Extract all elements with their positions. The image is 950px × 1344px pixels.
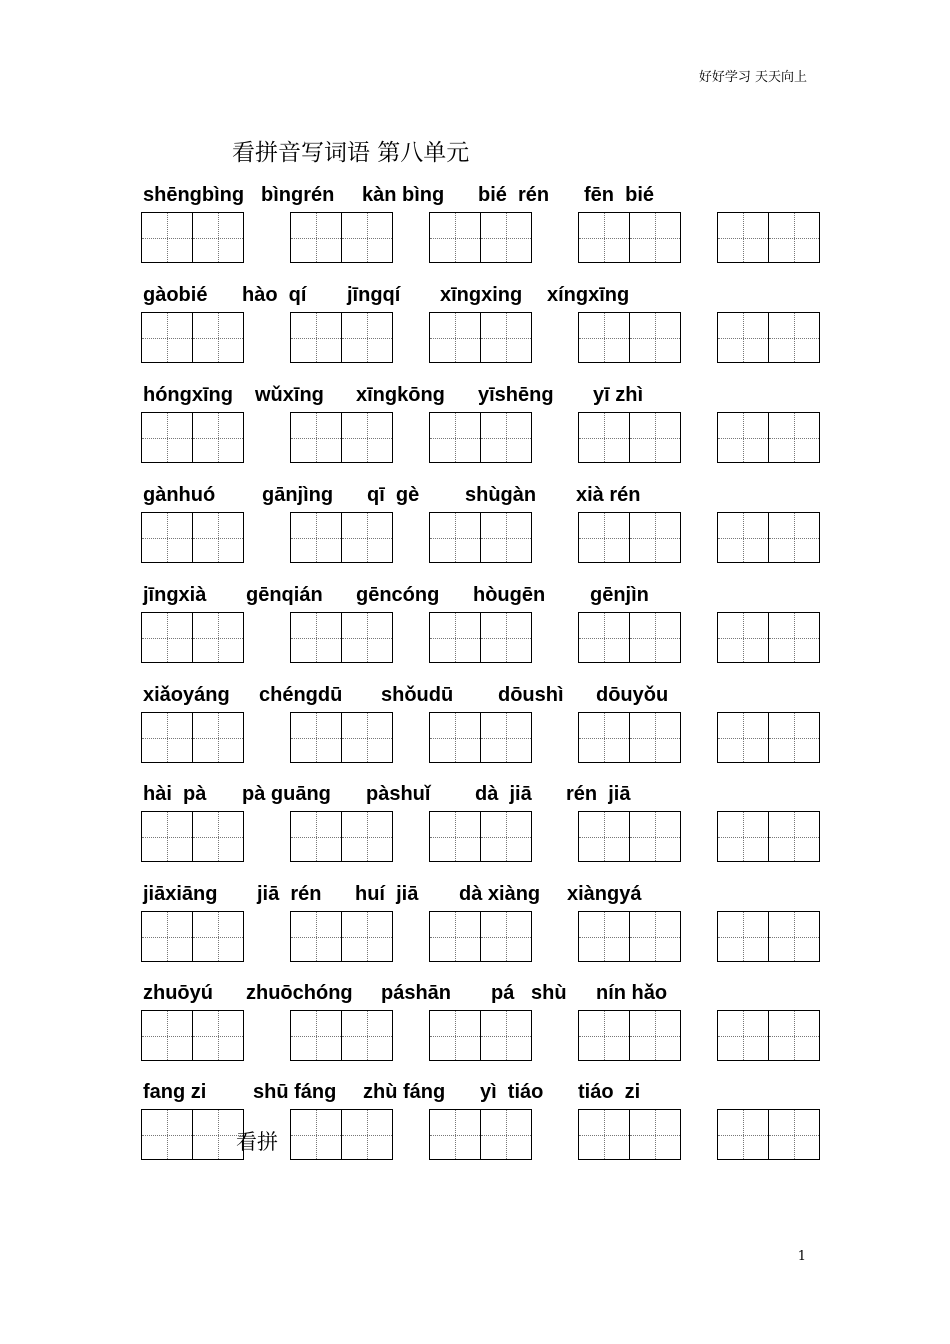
writing-cell[interactable] — [192, 613, 243, 662]
writing-cell[interactable] — [629, 513, 680, 562]
writing-cell[interactable] — [579, 313, 629, 362]
pinyin-word: wǔxīng — [255, 384, 324, 406]
writing-box-pair — [429, 712, 532, 763]
writing-cell[interactable] — [291, 213, 341, 262]
writing-cell[interactable] — [291, 413, 341, 462]
pinyin-word: hòugēn — [473, 584, 546, 606]
writing-cell[interactable] — [430, 1011, 480, 1060]
pinyin-word: hài pà — [143, 783, 207, 805]
writing-box-pair — [290, 712, 393, 763]
pinyin-word: qī gè — [367, 484, 420, 506]
writing-cell[interactable] — [430, 912, 480, 961]
writing-box-pair — [141, 911, 244, 962]
pinyin-word: yīshēng — [478, 384, 554, 406]
writing-cell[interactable] — [718, 413, 768, 462]
writing-cell[interactable] — [192, 1011, 243, 1060]
writing-box-pair — [141, 612, 244, 663]
writing-cell[interactable] — [142, 513, 192, 562]
writing-box-pair — [717, 811, 820, 862]
writing-cell[interactable] — [142, 912, 192, 961]
pinyin-word: xīngxing — [440, 284, 523, 306]
writing-box-pair — [290, 512, 393, 563]
pinyin-word: kàn bìng — [362, 184, 445, 206]
pinyin-word: gàobié — [143, 284, 208, 306]
pinyin-word: dà xiàng — [459, 883, 541, 905]
writing-cell[interactable] — [480, 213, 531, 262]
writing-cell[interactable] — [192, 912, 243, 961]
pinyin-word: shēngbìng — [143, 184, 245, 206]
pinyin-word: jiāxiāng — [143, 883, 218, 905]
writing-cell[interactable] — [291, 812, 341, 861]
writing-cell[interactable] — [480, 713, 531, 762]
pinyin-word: xíngxīng — [547, 284, 630, 306]
pinyin-word: shū fáng — [253, 1081, 337, 1103]
writing-box-pair — [141, 512, 244, 563]
writing-cell[interactable] — [579, 513, 629, 562]
writing-cell[interactable] — [579, 812, 629, 861]
stray-text: 看拼 — [236, 1130, 278, 1154]
writing-cell[interactable] — [718, 1110, 768, 1159]
writing-cell[interactable] — [142, 812, 192, 861]
writing-cell[interactable] — [768, 513, 819, 562]
writing-cell[interactable] — [768, 713, 819, 762]
writing-cell[interactable] — [291, 613, 341, 662]
writing-cell[interactable] — [430, 313, 480, 362]
writing-cell[interactable] — [629, 213, 680, 262]
pinyin-word: dōuyǒu — [596, 684, 669, 706]
pinyin-word: shǒudū — [381, 684, 454, 706]
writing-box-pair — [290, 1010, 393, 1061]
writing-cell[interactable] — [480, 1110, 531, 1159]
writing-box-pair — [429, 212, 532, 263]
writing-cell[interactable] — [718, 1011, 768, 1060]
writing-cell[interactable] — [341, 213, 392, 262]
writing-box-pair — [578, 412, 681, 463]
writing-cell[interactable] — [768, 1011, 819, 1060]
writing-box-pair — [578, 612, 681, 663]
pinyin-word: shùgàn — [465, 484, 537, 506]
writing-cell[interactable] — [341, 413, 392, 462]
writing-box-pair — [141, 811, 244, 862]
writing-box-pair — [578, 212, 681, 263]
writing-cell[interactable] — [430, 513, 480, 562]
pinyin-word: pá shù — [491, 982, 567, 1004]
writing-cell[interactable] — [629, 1011, 680, 1060]
writing-box-pair — [717, 1010, 820, 1061]
writing-box-pair — [429, 1109, 532, 1160]
pinyin-word: pàshuǐ — [366, 783, 431, 805]
writing-cell[interactable] — [629, 1110, 680, 1159]
writing-box-pair — [429, 512, 532, 563]
writing-cell[interactable] — [629, 713, 680, 762]
writing-cell[interactable] — [341, 513, 392, 562]
pinyin-word: hóngxīng — [143, 384, 233, 406]
writing-cell[interactable] — [430, 713, 480, 762]
writing-cell[interactable] — [430, 213, 480, 262]
writing-box-pair — [429, 911, 532, 962]
writing-box-pair — [717, 212, 820, 263]
writing-cell[interactable] — [768, 313, 819, 362]
writing-box-pair — [717, 1109, 820, 1160]
writing-cell[interactable] — [768, 1110, 819, 1159]
pinyin-word: jīngqí — [347, 284, 401, 306]
writing-cell[interactable] — [192, 713, 243, 762]
pinyin-word: xiàngyá — [567, 883, 642, 905]
writing-cell[interactable] — [629, 313, 680, 362]
pinyin-word: pà guāng — [242, 783, 331, 805]
writing-box-pair — [141, 212, 244, 263]
writing-box-pair — [141, 412, 244, 463]
writing-cell[interactable] — [718, 812, 768, 861]
writing-cell[interactable] — [192, 213, 243, 262]
writing-cell[interactable] — [430, 413, 480, 462]
pinyin-word: zhuōyú — [143, 982, 213, 1004]
writing-cell[interactable] — [480, 413, 531, 462]
writing-box-pair — [141, 1109, 244, 1160]
writing-box-pair — [578, 1109, 681, 1160]
writing-box-pair — [290, 911, 393, 962]
writing-box-pair — [578, 1010, 681, 1061]
writing-cell[interactable] — [142, 713, 192, 762]
writing-cell[interactable] — [142, 1110, 192, 1159]
writing-cell[interactable] — [480, 513, 531, 562]
writing-cell[interactable] — [579, 1110, 629, 1159]
pinyin-word: chéngdū — [259, 684, 343, 706]
writing-box-pair — [578, 312, 681, 363]
writing-box-pair — [290, 212, 393, 263]
writing-cell[interactable] — [579, 713, 629, 762]
writing-cell[interactable] — [629, 613, 680, 662]
page-title: 看拼音写词语 第八单元 — [232, 140, 470, 166]
writing-cell[interactable] — [480, 613, 531, 662]
pinyin-word: gēnqián — [246, 584, 323, 606]
pinyin-word: xià rén — [576, 484, 641, 506]
writing-cell[interactable] — [480, 812, 531, 861]
writing-box-pair — [578, 811, 681, 862]
writing-cell[interactable] — [579, 613, 629, 662]
writing-cell[interactable] — [142, 213, 192, 262]
writing-cell[interactable] — [192, 812, 243, 861]
writing-box-pair — [578, 512, 681, 563]
writing-cell[interactable] — [341, 313, 392, 362]
writing-cell[interactable] — [718, 713, 768, 762]
pinyin-word: jiā rén — [257, 883, 322, 905]
writing-box-pair — [717, 612, 820, 663]
writing-cell[interactable] — [629, 812, 680, 861]
pinyin-word: tiáo zi — [578, 1081, 641, 1103]
writing-box-pair — [429, 1010, 532, 1061]
writing-box-pair — [141, 1010, 244, 1061]
writing-cell[interactable] — [192, 313, 243, 362]
writing-cell[interactable] — [768, 812, 819, 861]
writing-box-pair — [290, 811, 393, 862]
writing-cell[interactable] — [291, 1110, 341, 1159]
writing-cell[interactable] — [341, 1011, 392, 1060]
writing-cell[interactable] — [142, 1011, 192, 1060]
writing-cell[interactable] — [142, 613, 192, 662]
pinyin-word: yī zhì — [593, 384, 644, 406]
writing-box-pair — [717, 911, 820, 962]
page-number: 1 — [797, 1249, 806, 1264]
writing-cell[interactable] — [768, 213, 819, 262]
writing-cell[interactable] — [291, 713, 341, 762]
writing-cell[interactable] — [341, 713, 392, 762]
writing-box-pair — [429, 312, 532, 363]
pinyin-word: dà jiā — [475, 783, 532, 805]
writing-box-pair — [290, 612, 393, 663]
writing-box-pair — [141, 712, 244, 763]
pinyin-word: nín hǎo — [596, 982, 668, 1004]
writing-cell[interactable] — [291, 513, 341, 562]
header-note: 好好学习 天天向上 — [698, 70, 807, 85]
pinyin-word: gānjìng — [262, 484, 334, 506]
writing-cell[interactable] — [718, 613, 768, 662]
writing-cell[interactable] — [768, 413, 819, 462]
pinyin-word: bié rén — [478, 184, 550, 206]
writing-cell[interactable] — [579, 213, 629, 262]
writing-box-pair — [290, 1109, 393, 1160]
writing-cell[interactable] — [480, 313, 531, 362]
writing-cell[interactable] — [480, 1011, 531, 1060]
pinyin-word: huí jiā — [355, 883, 419, 905]
writing-cell[interactable] — [291, 1011, 341, 1060]
pinyin-word: xiǎoyáng — [143, 684, 230, 706]
writing-cell[interactable] — [341, 812, 392, 861]
writing-box-pair — [717, 312, 820, 363]
writing-cell[interactable] — [142, 313, 192, 362]
writing-box-pair — [578, 712, 681, 763]
writing-cell[interactable] — [768, 912, 819, 961]
pinyin-word: páshān — [381, 982, 452, 1004]
pinyin-word: xīngkōng — [356, 384, 445, 406]
writing-box-pair — [578, 911, 681, 962]
writing-box-pair — [290, 312, 393, 363]
pinyin-word: fēn bié — [584, 184, 655, 206]
writing-cell[interactable] — [341, 1110, 392, 1159]
writing-cell[interactable] — [430, 1110, 480, 1159]
writing-cell[interactable] — [629, 413, 680, 462]
pinyin-word: zhù fáng — [363, 1081, 446, 1103]
pinyin-word: yì tiáo — [480, 1081, 544, 1103]
exercise-row — [0, 1081, 950, 1196]
writing-cell[interactable] — [718, 513, 768, 562]
pinyin-word: gēncóng — [356, 584, 440, 606]
pinyin-word: gēnjìn — [590, 584, 649, 606]
writing-cell[interactable] — [579, 413, 629, 462]
writing-box-pair — [429, 412, 532, 463]
writing-cell[interactable] — [718, 213, 768, 262]
writing-cell[interactable] — [718, 313, 768, 362]
writing-cell[interactable] — [341, 613, 392, 662]
writing-box-pair — [290, 412, 393, 463]
writing-cell[interactable] — [142, 413, 192, 462]
pinyin-word: rén jiā — [566, 783, 631, 805]
writing-box-pair — [717, 712, 820, 763]
writing-box-pair — [141, 312, 244, 363]
pinyin-word: fang zi — [143, 1081, 207, 1103]
writing-cell[interactable] — [579, 1011, 629, 1060]
writing-box-pair — [717, 512, 820, 563]
writing-cell[interactable] — [192, 513, 243, 562]
writing-box-pair — [717, 412, 820, 463]
writing-cell[interactable] — [430, 812, 480, 861]
writing-box-pair — [429, 811, 532, 862]
writing-cell[interactable] — [430, 613, 480, 662]
writing-cell[interactable] — [579, 912, 629, 961]
writing-cell[interactable] — [291, 313, 341, 362]
pinyin-word: hào qí — [242, 284, 307, 306]
pinyin-word: dōushì — [498, 684, 564, 706]
pinyin-word: jīngxià — [143, 584, 207, 606]
writing-cell[interactable] — [192, 413, 243, 462]
writing-cell[interactable] — [291, 912, 341, 961]
writing-cell[interactable] — [629, 912, 680, 961]
pinyin-word: zhuōchóng — [246, 982, 353, 1004]
writing-cell[interactable] — [341, 912, 392, 961]
writing-cell[interactable] — [768, 613, 819, 662]
pinyin-word: bìngrén — [261, 184, 335, 206]
writing-box-pair — [429, 612, 532, 663]
writing-cell[interactable] — [480, 912, 531, 961]
pinyin-word: gànhuó — [143, 484, 216, 506]
writing-cell[interactable] — [718, 912, 768, 961]
